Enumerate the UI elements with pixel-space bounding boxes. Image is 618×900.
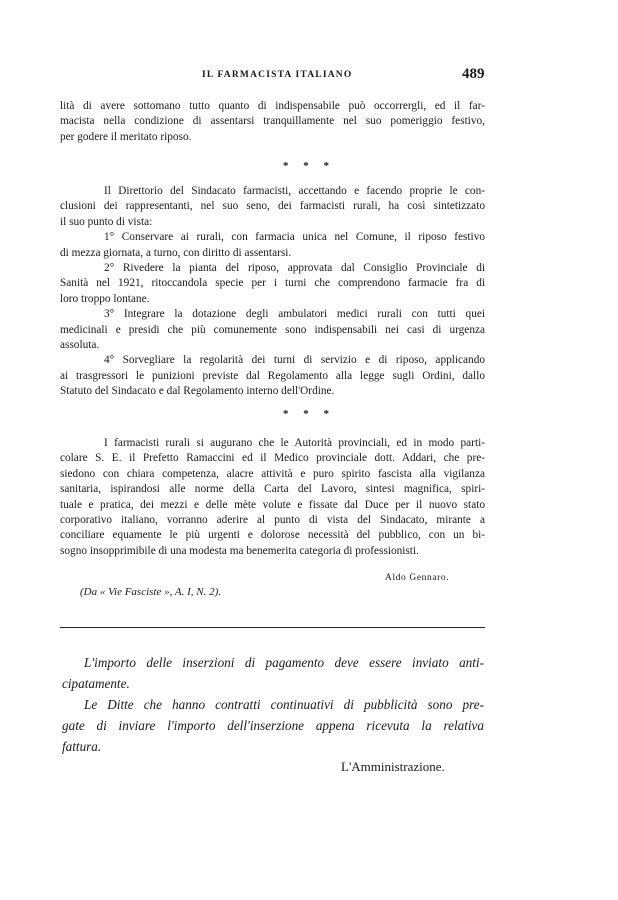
text-line: il suo punto di vista: [60,215,153,228]
section-separator: * * * [283,160,335,172]
point-4-line: ai trasgressori le punizioni previste dal Regolamento alla legge sugli Ordini, dallo [60,369,485,382]
page-number: 489 [462,66,485,82]
text-line: tuale e pratica, dei mezzi e delle mète volute e fissate dal Duce per il nuovo stato [60,498,485,511]
text-line: colare S. E. il Prefetto Ramaccini ed il Medico provinciale dott. Addari, che pre- [60,452,485,465]
point-4-line: Statuto del Sindacato e dal Regolamento interno dell'Ordine. [60,385,335,398]
text-line: sogno insopprimibile di una modesta ma benemerita categoria di professionisti. [60,544,419,557]
paragraph-2 [60,184,485,400]
paragraph-1 [60,99,485,145]
notice-line: gate di inviare l'importo dell'inserzione appena ricevuta la relativa [62,717,484,733]
text-line: siedono con chiara competenza, alacre attività e puro spirito fascista alla vigilanza [60,467,485,480]
notice-line: cipatamente. [62,675,130,691]
source-citation: (Da « Vie Fasciste », A. I, N. 2). [80,586,222,598]
author-signature: Aldo Gennaro. [385,573,450,583]
text-line: corporativo italiano, vorranno aderire al punto di vista del Sindacato, mirante a [60,514,485,527]
point-2-line: Sanità nel 1921, ritoccandola specie per i turni che comprendono farmacie fra di [60,277,485,290]
notice-line: Le Ditte che hanno contratti continuativi di pubblicità sono pre- [84,697,484,712]
notice-paragraph-2 [62,695,484,757]
point-2-line: loro troppo lontane. [60,292,150,305]
running-title: IL FARMACISTA ITALIANO [202,70,353,80]
point-3-line: 3° Integrare la dotazione degli ambulatori medici rurali con tutti quei [104,308,485,321]
point-1-line: di mezza giornata, a turno, con diritto di assentarsi. [60,246,292,259]
point-1-line: 1° Conservare ai rurali, con farmacia unica nel Comune, il riposo festivo [104,231,485,244]
paragraph-3 [60,436,485,559]
text-line: per godere il meritato riposo. [60,130,192,143]
section-separator: * * * [283,408,335,420]
text-line: macista nella condizione di assentarsi tranquillamente nel suo pomeriggio festivo, [60,115,485,128]
running-head [0,66,618,86]
point-2-line: 2° Rivedere la pianta del riposo, approvata dal Consiglio Provinciale di [104,262,485,275]
horizontal-rule [60,627,485,628]
administration-signature: L'Amministrazione. [341,759,445,774]
notice-paragraph-1 [62,653,484,695]
text-line: clusioni dei rappresentanti, nel suo seno, dei farmacisti rurali, ha così sintetizzato [60,200,485,213]
text-line: sanitaria, ispirandosi alle norme della Carta del Lavoro, sintesi magnifica, spiri- [60,483,485,496]
point-3-line: medicinali e presidi che più comunemente sono indispensabili nei casi di urgenza [60,323,485,336]
notice-line: fattura. [62,738,102,754]
text-line: conciliare equamente le più urgenti e dolorose necessità del pubblico, con un bi- [60,529,485,542]
point-3-line: assoluta. [60,339,100,352]
point-4-line: 4° Sorvegliare la regolarità dei turni di servizio e di riposo, applicando [104,354,485,367]
notice-line: L'importo delle inserzioni di pagamento deve essere inviato anti- [84,655,484,670]
text-line: lità di avere sottomano tutto quanto di indispensabile può occorrergli, ed il far- [60,100,485,112]
text-line: Il Direttorio del Sindacato farmacisti, accettando e facendo proprie le con- [104,185,485,197]
text-line: I farmacisti rurali si augurano che le Autorità provinciali, ed in modo parti- [104,437,485,449]
